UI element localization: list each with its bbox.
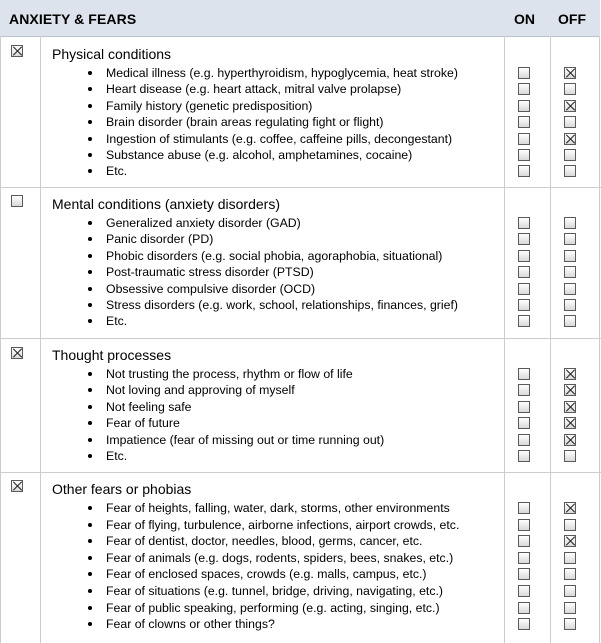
section-divider [0,338,601,339]
list-item-text: Stress disorders (e.g. work, school, relationships, finances, grief) [106,298,458,312]
section-checkbox[interactable] [11,45,23,57]
on-checkbox[interactable] [518,519,530,531]
bullet-icon [88,237,92,241]
off-checkbox[interactable] [564,315,576,327]
list-item [0,216,600,232]
on-checkbox[interactable] [518,315,530,327]
list-item-text: Post-traumatic stress disorder (PTSD) [106,265,314,280]
table-header [0,0,600,37]
list-item [0,282,600,298]
off-checkbox[interactable] [564,568,576,580]
bullet-icon [88,221,92,225]
bullet-icon [88,120,92,124]
list-item-text: Not loving and approving of myself [106,383,295,398]
on-checkbox[interactable] [518,250,530,262]
list-item [0,584,600,600]
off-checkbox[interactable] [564,384,576,396]
on-checkbox[interactable] [518,535,530,547]
off-checkbox[interactable] [564,266,576,278]
on-checkbox[interactable] [518,83,530,95]
list-item [0,132,600,148]
off-checkbox[interactable] [564,217,576,229]
bullet-icon [88,606,92,610]
bullet-icon [88,556,92,560]
section-divider [0,187,601,188]
bullet-icon [88,104,92,108]
list-item-text: Phobic disorders (e.g. social phobia, agoraphobia, situational) [106,248,443,263]
bullet-icon [88,589,92,593]
on-checkbox[interactable] [518,217,530,229]
off-checkbox[interactable] [564,100,576,112]
bullet-icon [88,137,92,141]
off-checkbox[interactable] [564,368,576,380]
list-item-text: Fear of flying, turbulence, airborne infections, airport crowds, etc. [106,517,460,532]
list-item [0,617,600,633]
list-item [0,115,600,131]
off-checkbox[interactable] [564,552,576,564]
bullet-icon [88,169,92,173]
off-checkbox[interactable] [564,450,576,462]
off-checkbox[interactable] [564,618,576,630]
section-title: Other fears or phobias [52,481,192,497]
off-checkbox[interactable] [564,133,576,145]
list-item-text: Etc. [106,449,128,463]
list-item [0,148,600,164]
off-checkbox[interactable] [564,233,576,245]
on-checkbox[interactable] [518,368,530,380]
section-checkbox[interactable] [11,195,23,207]
list-item [0,298,600,314]
list-item-text: Etc. [106,164,128,179]
on-checkbox[interactable] [518,233,530,245]
bullet-icon [88,506,92,510]
list-item-text: Fear of situations (e.g. tunnel, bridge, driving, navigating, etc.) [106,584,443,598]
bullet-icon [88,622,92,626]
bullet-icon [88,523,92,527]
bullet-icon [88,454,92,458]
list-item [0,232,600,248]
list-item [0,400,600,416]
off-checkbox[interactable] [564,149,576,161]
bullet-icon [88,421,92,425]
off-checkbox[interactable] [564,67,576,79]
list-item-text: Ingestion of stimulants (e.g. coffee, caffeine pills, decongestant) [106,131,453,146]
section-checkbox[interactable] [11,480,23,492]
bullet-icon [88,71,92,75]
on-checkbox[interactable] [518,100,530,112]
list-item-text: Family history (genetic predisposition) [106,98,313,113]
off-checkbox[interactable] [564,602,576,614]
on-checkbox[interactable] [518,568,530,580]
list-item [0,383,600,399]
on-checkbox[interactable] [518,133,530,145]
list-item [0,567,600,583]
list-item-text: Fear of future [106,416,180,431]
bullet-icon [88,303,92,307]
on-column-header: ON [514,11,535,27]
bullet-icon [88,87,92,91]
list-item [0,601,600,617]
list-item [0,534,600,550]
list-item [0,551,600,567]
on-checkbox[interactable] [518,283,530,295]
on-checkbox[interactable] [518,552,530,564]
list-item-text: Brain disorder (brain areas regulating fight or flight) [106,115,384,130]
section-title: Thought processes [52,347,172,363]
bullet-icon [88,539,92,543]
on-checkbox[interactable] [518,165,530,177]
bullet-icon [88,254,92,258]
list-item-text: Not feeling safe [106,399,192,414]
on-checkbox[interactable] [518,417,530,429]
list-item [0,518,600,534]
list-item [0,66,600,82]
section-title: Physical conditions [52,46,172,62]
off-checkbox[interactable] [564,502,576,514]
off-column-header: OFF [558,11,586,27]
list-item-text: Panic disorder (PD) [106,232,214,247]
off-checkbox[interactable] [564,299,576,311]
on-checkbox[interactable] [518,618,530,630]
bullet-icon [88,388,92,392]
section-title: Mental conditions (anxiety disorders) [52,196,280,212]
off-checkbox[interactable] [564,585,576,597]
bullet-icon [88,153,92,157]
list-item [0,249,600,265]
list-item-text: Substance abuse (e.g. alcohol, amphetamines, cocaine) [106,148,413,162]
off-checkbox[interactable] [564,116,576,128]
list-item-text: Heart disease (e.g. heart attack, mitral valve prolapse) [106,82,402,97]
list-item-text: Medical illness (e.g. hyperthyroidism, hypoglycemia, heat stroke) [106,66,458,80]
on-checkbox[interactable] [518,67,530,79]
on-checkbox[interactable] [518,149,530,161]
on-checkbox[interactable] [518,116,530,128]
on-checkbox[interactable] [518,401,530,413]
list-item [0,501,600,517]
on-checkbox[interactable] [518,266,530,278]
list-item [0,164,600,180]
list-item [0,367,600,383]
page-title: ANXIETY & FEARS [9,11,137,27]
list-item-text: Fear of dentist, doctor, needles, blood, germs, cancer, etc. [106,534,423,549]
off-checkbox[interactable] [564,535,576,547]
list-item-text: Fear of animals (e.g. dogs, rodents, spiders, bees, snakes, etc.) [106,550,454,565]
off-checkbox[interactable] [564,250,576,262]
bullet-icon [88,438,92,442]
on-checkbox[interactable] [518,384,530,396]
list-item-text: Generalized anxiety disorder (GAD) [106,216,301,230]
list-item [0,82,600,98]
off-checkbox[interactable] [564,83,576,95]
section-checkbox[interactable] [11,347,23,359]
list-item-text: Etc. [106,314,128,329]
list-item [0,449,600,465]
list-item-text: Fear of heights, falling, water, dark, storms, other environments [106,501,450,515]
list-item-text: Impatience (fear of missing out or time running out) [106,432,385,447]
on-checkbox[interactable] [518,450,530,462]
off-checkbox[interactable] [564,283,576,295]
bullet-icon [88,319,92,323]
list-item [0,416,600,432]
on-checkbox[interactable] [518,585,530,597]
bullet-icon [88,372,92,376]
bullet-icon [88,270,92,274]
bullet-icon [88,405,92,409]
off-checkbox[interactable] [564,165,576,177]
on-checkbox[interactable] [518,434,530,446]
section-divider [0,472,601,473]
on-checkbox[interactable] [518,299,530,311]
list-item-text: Fear of public speaking, performing (e.g. acting, singing, etc.) [106,600,440,615]
bullet-icon [88,287,92,291]
bullet-icon [88,572,92,576]
on-checkbox[interactable] [518,502,530,514]
off-checkbox[interactable] [564,401,576,413]
list-item-text: Fear of clowns or other things? [106,617,275,632]
list-item-text: Not trusting the process, rhythm or flow of life [106,367,353,381]
off-checkbox[interactable] [564,434,576,446]
list-item-text: Obsessive compulsive disorder (OCD) [106,281,316,296]
list-item-text: Fear of enclosed spaces, crowds (e.g. malls, campus, etc.) [106,567,427,582]
on-checkbox[interactable] [518,602,530,614]
list-item [0,433,600,449]
off-checkbox[interactable] [564,519,576,531]
list-item [0,314,600,330]
list-item [0,265,600,281]
off-checkbox[interactable] [564,417,576,429]
list-item [0,99,600,115]
